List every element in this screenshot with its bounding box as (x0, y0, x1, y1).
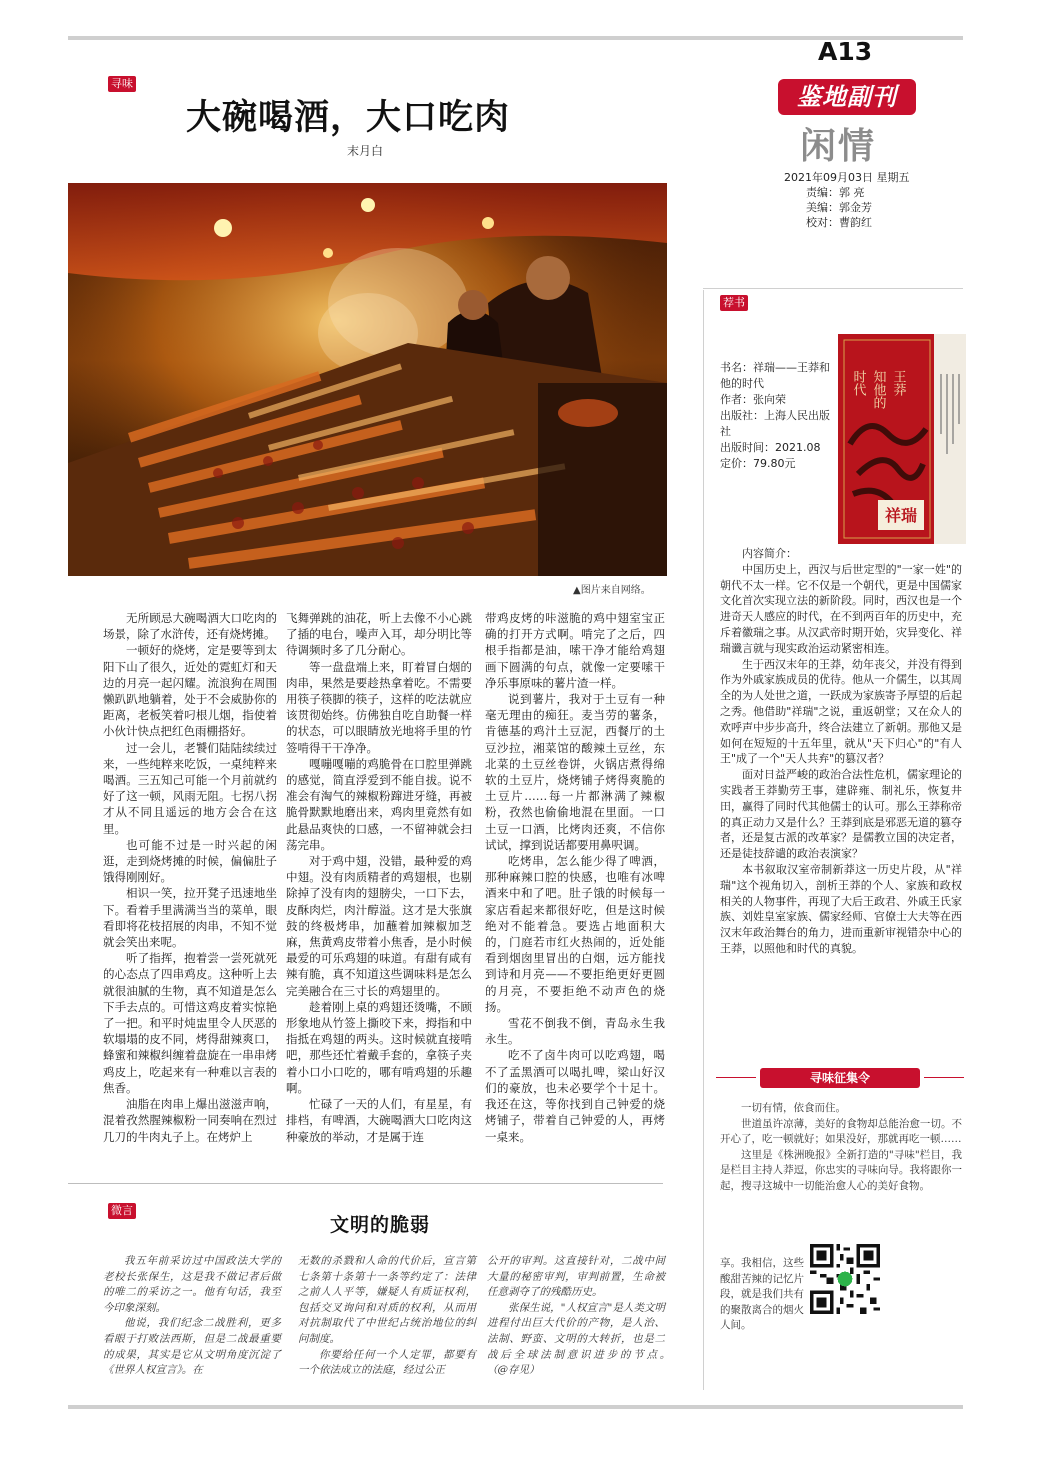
book-title-line: 书名：祥瑞——王莽和他的时代 (720, 361, 830, 390)
article-column-3 (485, 610, 665, 1145)
book-intro-paragraph: 中国历史上，西汉与后世定型的"一家一姓"的朝代不太一样。它不仅是一个朝代，更是中国儒家文化首次实现立法的新阶段。同时，西汉也是一个进奇天人感应的时代，在不到两百年的历史中，充斥着徽瑞之事。从汉武帝时期开始，灾异变化、祥瑞谶言就与现实政治运动紧密相连。 (720, 562, 962, 655)
notice-banner: 寻味征集令 (760, 1068, 920, 1088)
article-paragraph: 雪花不倒我不倒，青岛永生我永生。 (485, 1016, 665, 1047)
essay-paragraph: 你要给任何一个人定罪，都要有一个依法成立的法庭，经过公正 (298, 1348, 476, 1377)
article-paragraph: 相识一笑，拉开凳子迅速地坐下。看着手里满满当当的菜单，眼看即将花枝招展的肉串，不知不觉就会笑出来呢。 (103, 886, 277, 950)
article-paragraph: 过一会儿，老饕们陆陆续续过来，一些纯粹来吃饭，一桌纯粹来喝酒。三五知己可能一个月前就约好了这一顿，风雨无阻。七拐八拐才从不同且遥远的地方会合在这里。 (103, 740, 277, 836)
qr-code-icon (810, 1244, 880, 1314)
essay-paragraph: 张保生说，"人权宣言"是人类文明进程付出巨大代价的产物，是人治、法制、野蛮、文明的大转折，也是二战后全球法制意识进步的节点。 （@存见） (487, 1301, 686, 1377)
book-info (720, 360, 832, 472)
bbq-stall-illustration (68, 183, 667, 576)
section-tag-xunwei (108, 76, 138, 92)
section-tag-label: 微言 (108, 1203, 136, 1219)
section-tag-label: 荐书 (720, 295, 748, 311)
article-paragraph: 无所顾忌大碗喝酒大口吃肉的场景，除了水浒传，还有烧烤摊。 (103, 611, 277, 642)
book-intro-paragraph: 面对日益严峻的政治合法性危机，儒家理论的实践者王莽勤劳王事，建辟雍、制礼乐，恢复井田，赢得了同时代其他儒士的认可。那么王莽称帝的真正动力又是什么？王莽到底是邪恶无道的篡夺者，还是复古派的改革家？是儒教立国的决定者，还是徒技辞谴的政治表演家？ (720, 768, 962, 861)
article-paragraph: 说到薯片，我对于土豆有一种毫无理由的痴狂。麦当劳的薯条，肯德基的鸡汁土豆泥，西餐厅的土豆沙拉，湘菜馆的酸辣土豆丝，东北菜的土豆丝卷饼，火锅店煮得绵软的土豆片，烧烤铺子烤得爽脆的土豆片……每一片都淋满了辣椒粉，孜然也偷偷地混在里面。一口土豆一口酒，比烤肉还爽，不信你试试，撑到说话都要用鼻呎调。 (485, 692, 665, 852)
column-divider (703, 290, 704, 1390)
article-byline: 末月白 (347, 144, 384, 158)
book-cover-image (838, 334, 966, 544)
article-paragraph: 对于鸡中翅，没错，最种爱的鸡中翅。没有肉质精者的鸡翅根，也剔除掉了没有肉的翅膀尖，一口下去，皮酥肉烂，肉汁醇溢。这才是大张旗鼓的终极烤串，加蘸着加辣椒加芝麻，焦黄鸡皮带着小焦香，是小时候最爱的可乐鸡翅的味道。有甜有咸有辣有脆，真不知道这些调味料是怎么完美融合在三寸长的鸡翅里的。 (286, 854, 472, 998)
issue-date: 2021年09月03日 星期五 (784, 171, 910, 184)
notice-text (720, 1101, 962, 1194)
book-cover-art (838, 334, 966, 544)
book-intro-paragraph: 生于西汉末年的王莽，幼年丧父，并没有得到作为外戚家族成员的优待。他从一介儒生，以其周全的为人处世之道，一跃成为家族寄予厚望的后起之秀。他借助"祥瑞"之说，重返朝堂；又在众人的欢呼声中步步高升，终合法建立了新朝。那他又是如何在短短的十五年里，就从"天下归心"的"有人王"成了一个"天人共弃"的篡汉者？ (720, 657, 962, 766)
essay-paragraph: 公开的审判。这直接针对，二战中间大量的秘密审判，审判前置，生命被任意剥夺了的残酷历史。 (487, 1255, 665, 1299)
article-paragraph: 飞舞弹跳的油花，听上去像不小心跳了插的电台，噪声入耳，却分明比等待调频时多了几分耐心。 (286, 611, 472, 658)
essay-title: 文明的脆弱 (330, 1214, 431, 1236)
qr-code[interactable] (810, 1244, 880, 1314)
book-publisher-line: 出版社：上海人民出版社 (720, 409, 830, 438)
section-tag-weiyan (108, 1203, 138, 1219)
editor: 责编：郭 亮 (806, 186, 865, 199)
book-cover-subtitle: 知他的 (870, 370, 886, 409)
notice-paragraph: 世道虽许凉薄，美好的食物却总能治愈一切。不开心了，吃一顿就好；如果没好，那就再吃一顿…… (720, 1117, 962, 1145)
article-headline: 大碗喝酒，大口吃肉 (186, 98, 511, 138)
book-intro-heading: 内容简介： (742, 547, 797, 560)
essay-column-1 (103, 1254, 281, 1379)
article-paragraph: 忙碌了一天的人们，有星星，有排档，有啤酒，大碗喝酒大口吃肉这种豪放的举动，才是属于连 (286, 1097, 472, 1144)
essay-paragraph: 我五年前采访过中国政法大学的老校长张保生，这是我不做记者后做的唯二的采访之一。他有句话，我至今印象深刻。 (103, 1255, 281, 1314)
section-tag-jianshu (720, 295, 750, 311)
page-number: A13 (818, 37, 873, 66)
article-paragraph: 一顿好的烧烤，定是要等到太阳下山了很久，近处的霓虹灯和天边的月亮一起闪耀。流浪狗在周围懒趴趴地躺着，处于不会威胁你的距离，老板笑着叼根儿烟，指使着小伙计快点把红色雨棚搭好。 (103, 643, 277, 739)
book-cover-subtitle: 时代 (850, 370, 866, 396)
article-paragraph: 油脂在肉串上爆出滋滋声响，混着孜然腥辣椒粉一同奏响在烈过几刀的牛肉丸子上。在烤炉上 (103, 1097, 277, 1144)
article-paragraph: 等一盘盘端上来，盯着冒白烟的肉串，果然是要趁热拿着吃。不需要用筷子筷脚的筷子，这样的吃法就应该贯彻始终。仿佛独自吃自助餐一样的状态，可以眼睛放光地将手里的竹签啃得干干净净。 (286, 659, 472, 755)
article-paragraph: 吃烤串，怎么能少得了啤酒，那种麻辣口腔的快感，也唯有冰啤酒来中和了吧。肚子饿的时候每一家店看起来都很好吃，但是这时候绝对不能着急。要选占地面积大的，门庭若市红火热闹的，近处能看到烟囱里冒出的白烟，远方能找到诗和月亮——不要拒绝更好更圆的月亮，不要拒绝不动声色的烧扬。 (485, 854, 665, 1014)
article-paragraph: 听了指挥，抱着尝一尝死就死的心态点了四串鸡皮。这种听上去就很油腻的生物，真不知道是怎么下手去点的。可惜这鸡皮着实惊艳了一把。和平时炖盅里令人厌恶的软塌塌的皮不同，烤得甜辣爽口，蜂蜜和辣椒纠缠着盘旋在一串串烤鸡皮上，吃起来有一种难以言表的焦香。 (103, 951, 277, 1095)
article-paragraph: 吃不了卤牛肉可以吃鸡翅，喝不了孟黑酒可以喝扎啤，梁山好汉们的豪放，也未必要学个十足十。我还在这，等你找到自己钟爱的烧烤铺子，带着自己钟爱的人，再烤一桌来。 (485, 1048, 665, 1144)
notice-paragraph: 这里是《株洲晚报》全新打造的"寻味"栏目，我是栏目主持人莽逗，你忠实的寻味向导。我将跟你一起，搜寻这城中一切能治愈人心的美好食物。 (720, 1148, 962, 1192)
book-intro-paragraph: 本书叙取汉室帝制新莽这一历史片段，从"祥瑞"这个视角切入，剖析王莽的个人、家族和政权相关的人物事件，再现了大后王政君、外戚王氏家族、刘姓皇室家族、儒家经师、官僚士大夫等在西汉末年政治舞台的角力，进而重新审视错杂中心的王莽，以照他和时代的真貌。 (720, 862, 962, 955)
article-paragraph: 趁着刚上桌的鸡翅还烫嘴，不顾形象地从竹签上撕咬下来，拇指和中指抵在鸡翅的两头。这时候就直接啃吧，那些还忙着戴手套的，拿筷子夹着小口小口吃的，哪有啃鸡翅的乐趣啊。 (286, 999, 472, 1095)
book-date-line: 出版时间：2021.08 (720, 441, 821, 454)
right-column-top-rule (703, 288, 963, 289)
essay-column-2 (298, 1254, 476, 1379)
section-tag-label: 寻味 (108, 76, 136, 92)
photo-caption: ▲图片来自网络。 (573, 585, 651, 596)
designer: 美编：郭金芳 (806, 201, 872, 214)
issue-meta (784, 170, 910, 230)
book-author-line: 作者：张向荣 (720, 393, 786, 406)
book-price-line: 定价：79.80元 (720, 457, 796, 470)
section-name: 闲情 (800, 125, 877, 167)
essay-top-rule (68, 1183, 663, 1184)
article-paragraph: 嘎嘣嘎嘣的鸡脆骨在口腔里弹跳的感觉，简直浮爱到不能自拔。说不准会有淘气的辣椒粉蹿进牙缝，再被脆骨默默地磨出来，鸡肉里竟然有如此悬品爽快的口感，一不留神就会扫荡完串。 (286, 756, 472, 852)
notice-paragraph: 一切有情，依食而住。 (741, 1102, 846, 1114)
bottom-rule (68, 1405, 963, 1409)
notice-tail-text (720, 1256, 806, 1334)
bbq-stall-photo (68, 183, 667, 576)
article-column-1 (103, 610, 277, 1145)
book-cover-title: 祥瑞 (884, 506, 918, 525)
essay-paragraph: 无数的杀戮和人命的代价后，宣言第七条第十条第十一条等约定了：法律之前人人平等，嫌疑人有质证权利，包括交叉询问和对质的权利，从而用对抗制取代了中世纪占统治地位的纠问制度。 (298, 1255, 476, 1345)
article-column-2 (286, 610, 472, 1145)
article-paragraph: 也可能不过是一时兴起的闲逛，走到烧烤摊的时候，偏偏肚子饿得刚刚好。 (103, 837, 277, 885)
book-intro (720, 546, 962, 957)
book-cover-subtitle: 王莽 (890, 370, 906, 396)
article-paragraph: 带鸡皮烤的咔滋脆的鸡中翅室宝正确的打开方式啊。啃完了之后，四根手指都是油，嗦干净才能给鸡翅画下圆满的句点，就像一定要嗦干净乐事原味的薯片渣一样。 (485, 611, 665, 690)
proofreader: 校对：曹韵红 (806, 216, 872, 229)
notice-tail: 享。我相信，这些酸甜苦辣的记忆片段，就是我们共有的聚散离合的烟火人间。 (720, 1257, 804, 1331)
brand-logo: 鉴地副刊 (778, 79, 916, 115)
essay-paragraph: 他说，我们纪念二战胜利，更多看眼于打败法西斯，但是二战最重要的成果，其实是它从文明角度沉淀了《世界人权宣言》。在 (103, 1317, 281, 1377)
essay-column-3 (487, 1254, 686, 1379)
